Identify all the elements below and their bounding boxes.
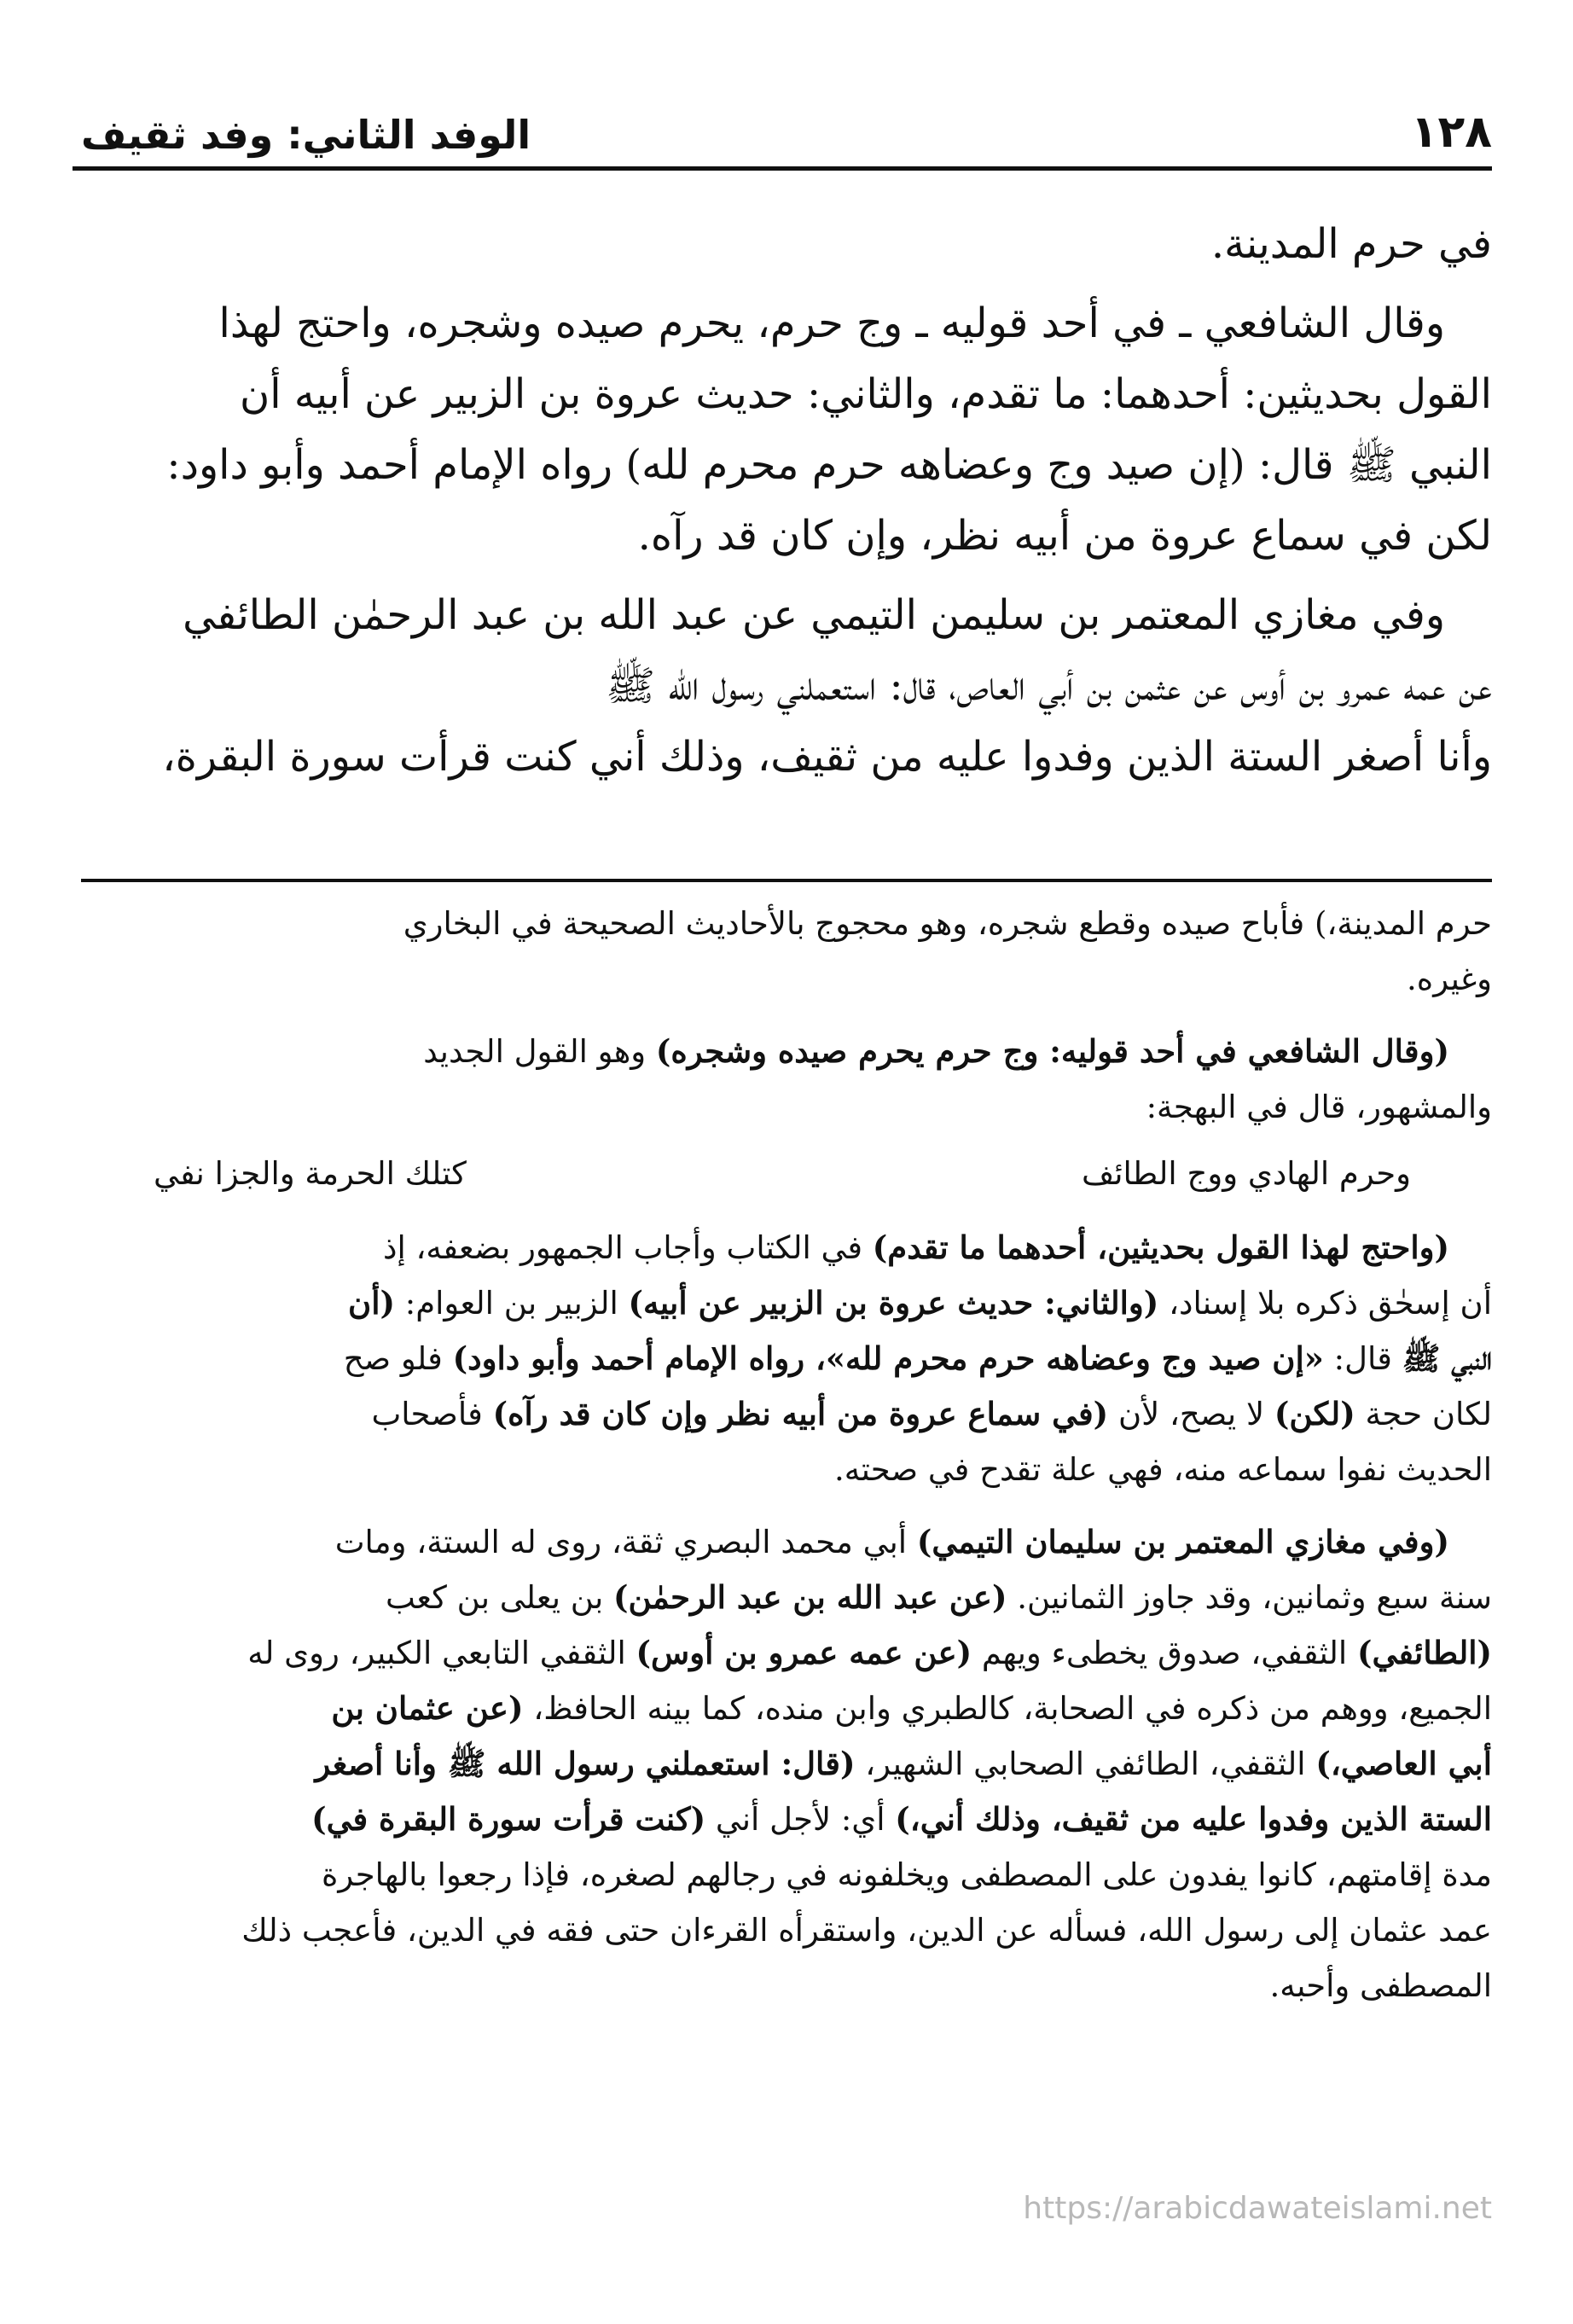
commentary-text: لكان حجة [1355, 1396, 1492, 1432]
quoted-text: (كنت قرأت سورة البقرة في) [311, 1800, 706, 1838]
commentary-text: أي: لأجل أني [705, 1801, 896, 1838]
verse-second-hemistich: كتلك الحرمة والجزا نفي [154, 1155, 467, 1192]
quoted-text: (قال: استعملني رسول الله ﷺ وأنا أصغر [315, 1745, 856, 1782]
quoted-text: (لكن) [1274, 1395, 1355, 1432]
commentary-text: فأصحاب [371, 1396, 493, 1432]
main-line: وقال الشافعي ـ في أحد قوليه ـ وج حرم، يحرم صيده وشجره، واحتج لهذا [218, 299, 1445, 347]
footnote-line [81, 1331, 1492, 1386]
main-line: لكن في سماع عروة من أبيه نظر، وإن كان قد رآه. [637, 512, 1492, 560]
quoted-text: أبي العاصي،) [1315, 1745, 1492, 1782]
commentary-text: الزبير بن العوام: [395, 1285, 629, 1322]
commentary-text: أن إسحٰق ذكره بلا إسناد، [1158, 1285, 1492, 1322]
quoted-text: النبي ﷺ [1402, 1339, 1492, 1377]
page-number: ١٢٨ [1410, 107, 1492, 158]
main-text [81, 209, 1492, 793]
commentary-text: الثقفي، الطائفي الصحابي الشهير، [855, 1746, 1316, 1782]
quoted-text: (والثاني: حديث عروة بن الزبير عن أبيه) [628, 1284, 1159, 1322]
commentary-text: الثقفي، صدوق يخطىء ويهم [972, 1635, 1357, 1671]
commentary-text: لا يصح، لأن [1108, 1396, 1274, 1432]
footnote-line: حرم المدينة،) فأباح صيده وقطع شجره، وهو محجوج بالأحاديث الصحيحة في البخاري [403, 905, 1492, 942]
main-line: القول بحديثين: أحدهما: ما تقدم، والثاني: حديث عروة بن الزبير عن أبيه أن [240, 370, 1492, 418]
footnote-line [81, 1386, 1492, 1442]
poetry-verse [154, 1145, 1411, 1203]
commentary-text: أبي محمد البصري ثقة، روى له الستة، ومات [334, 1524, 917, 1560]
footnote-separator [81, 879, 1492, 882]
footnote-line [81, 1024, 1492, 1079]
quoted-text: (عن عثمان بن [331, 1689, 524, 1727]
running-title: الوفد الثاني: وفد ثقيف [81, 112, 531, 158]
footnote-line [81, 1792, 1492, 1847]
footnote-line: عمد عثمان إلى رسول الله، فسأله عن الدين، واستقرأه القرءان حتى فقه في الدين، فأعجب ذلك [241, 1912, 1492, 1949]
main-line: النبي ﷺ قال: (إن صيد وج وعضاهه حرم محرم لله) رواه الإمام أحمد وأبو داود: [166, 441, 1492, 489]
footnote-line: المصطفى وأحبه. [1269, 1967, 1492, 2004]
footnote-line [81, 1220, 1492, 1275]
quoted-text: الستة الذين وفدوا عليه من ثقيف، وذلك أني،) [895, 1800, 1492, 1838]
footnote-line: الحديث نفوا سماعه منه، فهي علة تقدح في صحته. [834, 1451, 1492, 1488]
commentary-text: فلو صح [343, 1340, 453, 1377]
footnote-line [81, 1625, 1492, 1681]
commentary-text: وهو القول الجديد [423, 1033, 656, 1070]
commentary-text: بن يعلى بن كعب [386, 1579, 614, 1616]
commentary-text: قال: [1323, 1340, 1402, 1377]
quoted-text: «إن صيد وج وعضاهه حرم محرم لله»، رواه الإمام أحمد وأبو داود) [452, 1339, 1324, 1377]
footnote-line [81, 1570, 1492, 1625]
quoted-text: (في سماع عروة من أبيه نظر وإن كان قد رآه) [492, 1395, 1109, 1432]
main-line: في حرم المدينة. [1210, 220, 1492, 268]
quoted-text: (أن [348, 1284, 396, 1322]
commentary-text: في الكتاب وأجاب الجمهور بضعفه، إذ [382, 1229, 873, 1266]
quoted-text: (عن عمه عمرو بن أوس) [636, 1634, 972, 1671]
main-line: عن عمه عمرو بن أوس عن عثمن بن أبي العاص، قال: استعملني رسول الله ﷺ [606, 662, 1492, 710]
footnote-line [81, 1275, 1492, 1331]
page-header [81, 81, 1492, 158]
commentary-text: سنة سبع وثمانين، وقد جاوز الثمانين. [1007, 1579, 1492, 1616]
footnote-line: وغيره. [1407, 961, 1492, 997]
quoted-text: (واحتج لهذا القول بحديثين، أحدهما ما تقدم) [872, 1229, 1449, 1266]
quoted-text: (عن عبد الله بن عبد الرحمٰن) [613, 1578, 1007, 1616]
footnote-line [81, 1514, 1492, 1570]
source-watermark: https://arabicdawateislami.net [1023, 2191, 1492, 2226]
footnote-line [81, 1736, 1492, 1792]
commentary-text: الجميع، ووهم من ذكره في الصحابة، كالطبري وابن منده، كما بينه الحافظ، [523, 1690, 1492, 1727]
quoted-text: (وفي مغازي المعتمر بن سليمان التيمي) [916, 1523, 1449, 1560]
footnote-line: مدة إقامتهم، كانوا يفدون على المصطفى ويخلفونه في رجالهم لصغره، فإذا رجعوا بالهاجرة [321, 1856, 1492, 1893]
footnotes [81, 896, 1492, 2013]
footnote-line: والمشهور، قال في البهجة: [1146, 1089, 1492, 1125]
main-line: وفي مغازي المعتمر بن سليمن التيمي عن عبد الله بن عبد الرحمٰن الطائفي [183, 591, 1445, 639]
quoted-text: (الطائفي) [1356, 1634, 1492, 1671]
main-line: وأنا أصغر الستة الذين وفدوا عليه من ثقيف، وذلك أني كنت قرأت سورة البقرة، [162, 733, 1492, 781]
header-rule [73, 166, 1492, 171]
verse-first-hemistich: وحرم الهادي ووج الطائف [1081, 1155, 1411, 1192]
quoted-text: (وقال الشافعي في أحد قوليه: وج حرم يحرم صيده وشجره) [655, 1032, 1449, 1070]
commentary-text: الثقفي التابعي الكبير، روى له [247, 1635, 636, 1671]
footnote-line [81, 1681, 1492, 1736]
